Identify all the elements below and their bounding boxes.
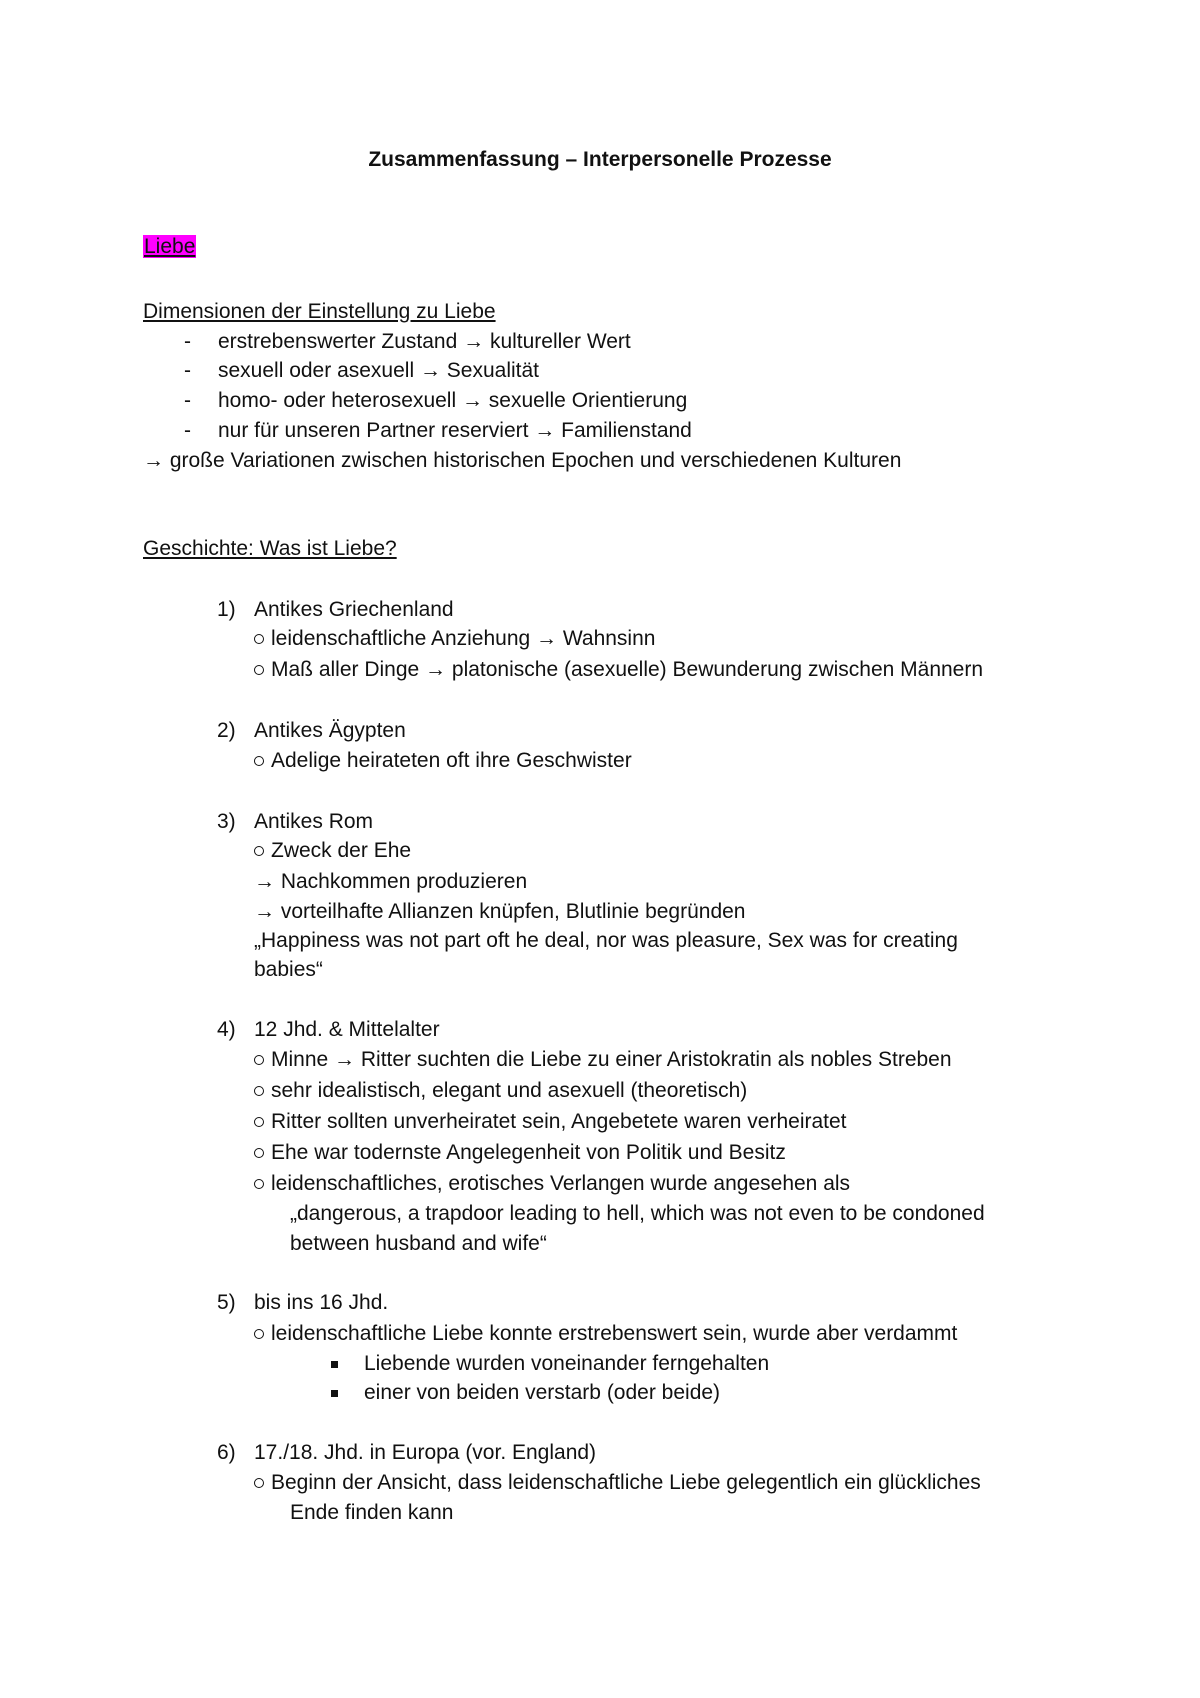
circle-bullet-icon — [254, 846, 264, 856]
dimension-item: erstrebenswerter Zustand → kultureller Wert — [218, 330, 631, 353]
circle-bullet-icon — [254, 1179, 264, 1189]
era-line: Ehe war todernste Angelegenheit von Politik und Besitz — [254, 1139, 786, 1167]
era-number: 4) — [217, 1018, 236, 1041]
era-quote: babies“ — [254, 958, 323, 981]
era-arrow-line: → vorteilhafte Allianzen knüpfen, Blutlinie begründen — [254, 900, 746, 923]
circle-bullet-icon — [254, 1117, 264, 1127]
era-number: 5) — [217, 1291, 236, 1314]
era-title: Antikes Rom — [254, 810, 374, 833]
era-number: 6) — [217, 1441, 236, 1464]
era-title: 12 Jhd. & Mittelalter — [254, 1018, 440, 1041]
era-line: sehr idealistisch, elegant und asexuell (theoretisch) — [254, 1077, 747, 1105]
dimension-item: sexuell oder asexuell → Sexualität — [218, 359, 540, 382]
section-heading-text: Liebe — [144, 235, 196, 258]
era-line: Ritter sollten unverheiratet sein, Angebetete waren verheiratet — [254, 1108, 847, 1136]
era-line: Zweck der Ehe — [254, 837, 411, 865]
era-title: Antikes Griechenland — [254, 598, 454, 621]
dimensions-heading: Dimensionen der Einstellung zu Liebe — [143, 300, 496, 323]
square-bullet-icon — [331, 1390, 338, 1397]
era-quote: „Happiness was not part oft he deal, nor was pleasure, Sex was for creating — [254, 929, 958, 952]
dimension-bullet: - — [184, 389, 191, 412]
dimension-item: nur für unseren Partner reserviert → Familienstand — [218, 419, 692, 442]
dimension-bullet: - — [184, 419, 191, 442]
era-line: leidenschaftliches, erotisches Verlangen wurde angesehen als — [254, 1170, 850, 1198]
era-title: bis ins 16 Jhd. — [254, 1291, 389, 1314]
era-subitem: einer von beiden verstarb (oder beide) — [364, 1381, 721, 1404]
circle-bullet-icon — [254, 634, 264, 644]
era-quote: „dangerous, a trapdoor leading to hell, which was not even to be condoned — [290, 1202, 985, 1225]
era-line: Maß aller Dinge → platonische (asexuelle) Bewunderung zwischen Männern — [254, 656, 983, 684]
era-line: Minne → Ritter suchten die Liebe zu einer Aristokratin als nobles Streben — [254, 1046, 952, 1074]
era-title: Antikes Ägypten — [254, 719, 406, 742]
circle-bullet-icon — [254, 1478, 264, 1488]
circle-bullet-icon — [254, 1086, 264, 1096]
era-title: 17./18. Jhd. in Europa (vor. England) — [254, 1441, 597, 1464]
era-number: 1) — [217, 598, 236, 621]
circle-bullet-icon — [254, 756, 264, 766]
era-subitem: Liebende wurden voneinander ferngehalten — [364, 1352, 770, 1375]
circle-bullet-icon — [254, 665, 264, 675]
section-heading — [143, 233, 196, 261]
era-line: Beginn der Ansicht, dass leidenschaftliche Liebe gelegentlich ein glückliches — [254, 1469, 981, 1497]
circle-bullet-icon — [254, 1055, 264, 1065]
era-line: Adelige heirateten oft ihre Geschwister — [254, 747, 632, 775]
dimensions-conclusion: → große Variationen zwischen historischen Epochen und verschiedenen Kulturen — [143, 449, 902, 472]
era-continuation: Ende finden kann — [290, 1501, 454, 1524]
era-number: 2) — [217, 719, 236, 742]
circle-bullet-icon — [254, 1329, 264, 1339]
dimension-bullet: - — [184, 359, 191, 382]
history-heading: Geschichte: Was ist Liebe? — [143, 537, 397, 560]
era-line: leidenschaftliche Liebe konnte erstrebenswert sein, wurde aber verdammt — [254, 1320, 957, 1348]
dimension-item: homo- oder heterosexuell → sexuelle Orientierung — [218, 389, 688, 412]
era-line: leidenschaftliche Anziehung → Wahnsinn — [254, 625, 655, 653]
square-bullet-icon — [331, 1361, 338, 1368]
era-number: 3) — [217, 810, 236, 833]
era-arrow-line: → Nachkommen produzieren — [254, 870, 528, 893]
document-title: Zusammenfassung – Interpersonelle Prozesse — [368, 148, 832, 171]
era-quote: between husband and wife“ — [290, 1232, 547, 1255]
dimension-bullet: - — [184, 330, 191, 353]
circle-bullet-icon — [254, 1148, 264, 1158]
